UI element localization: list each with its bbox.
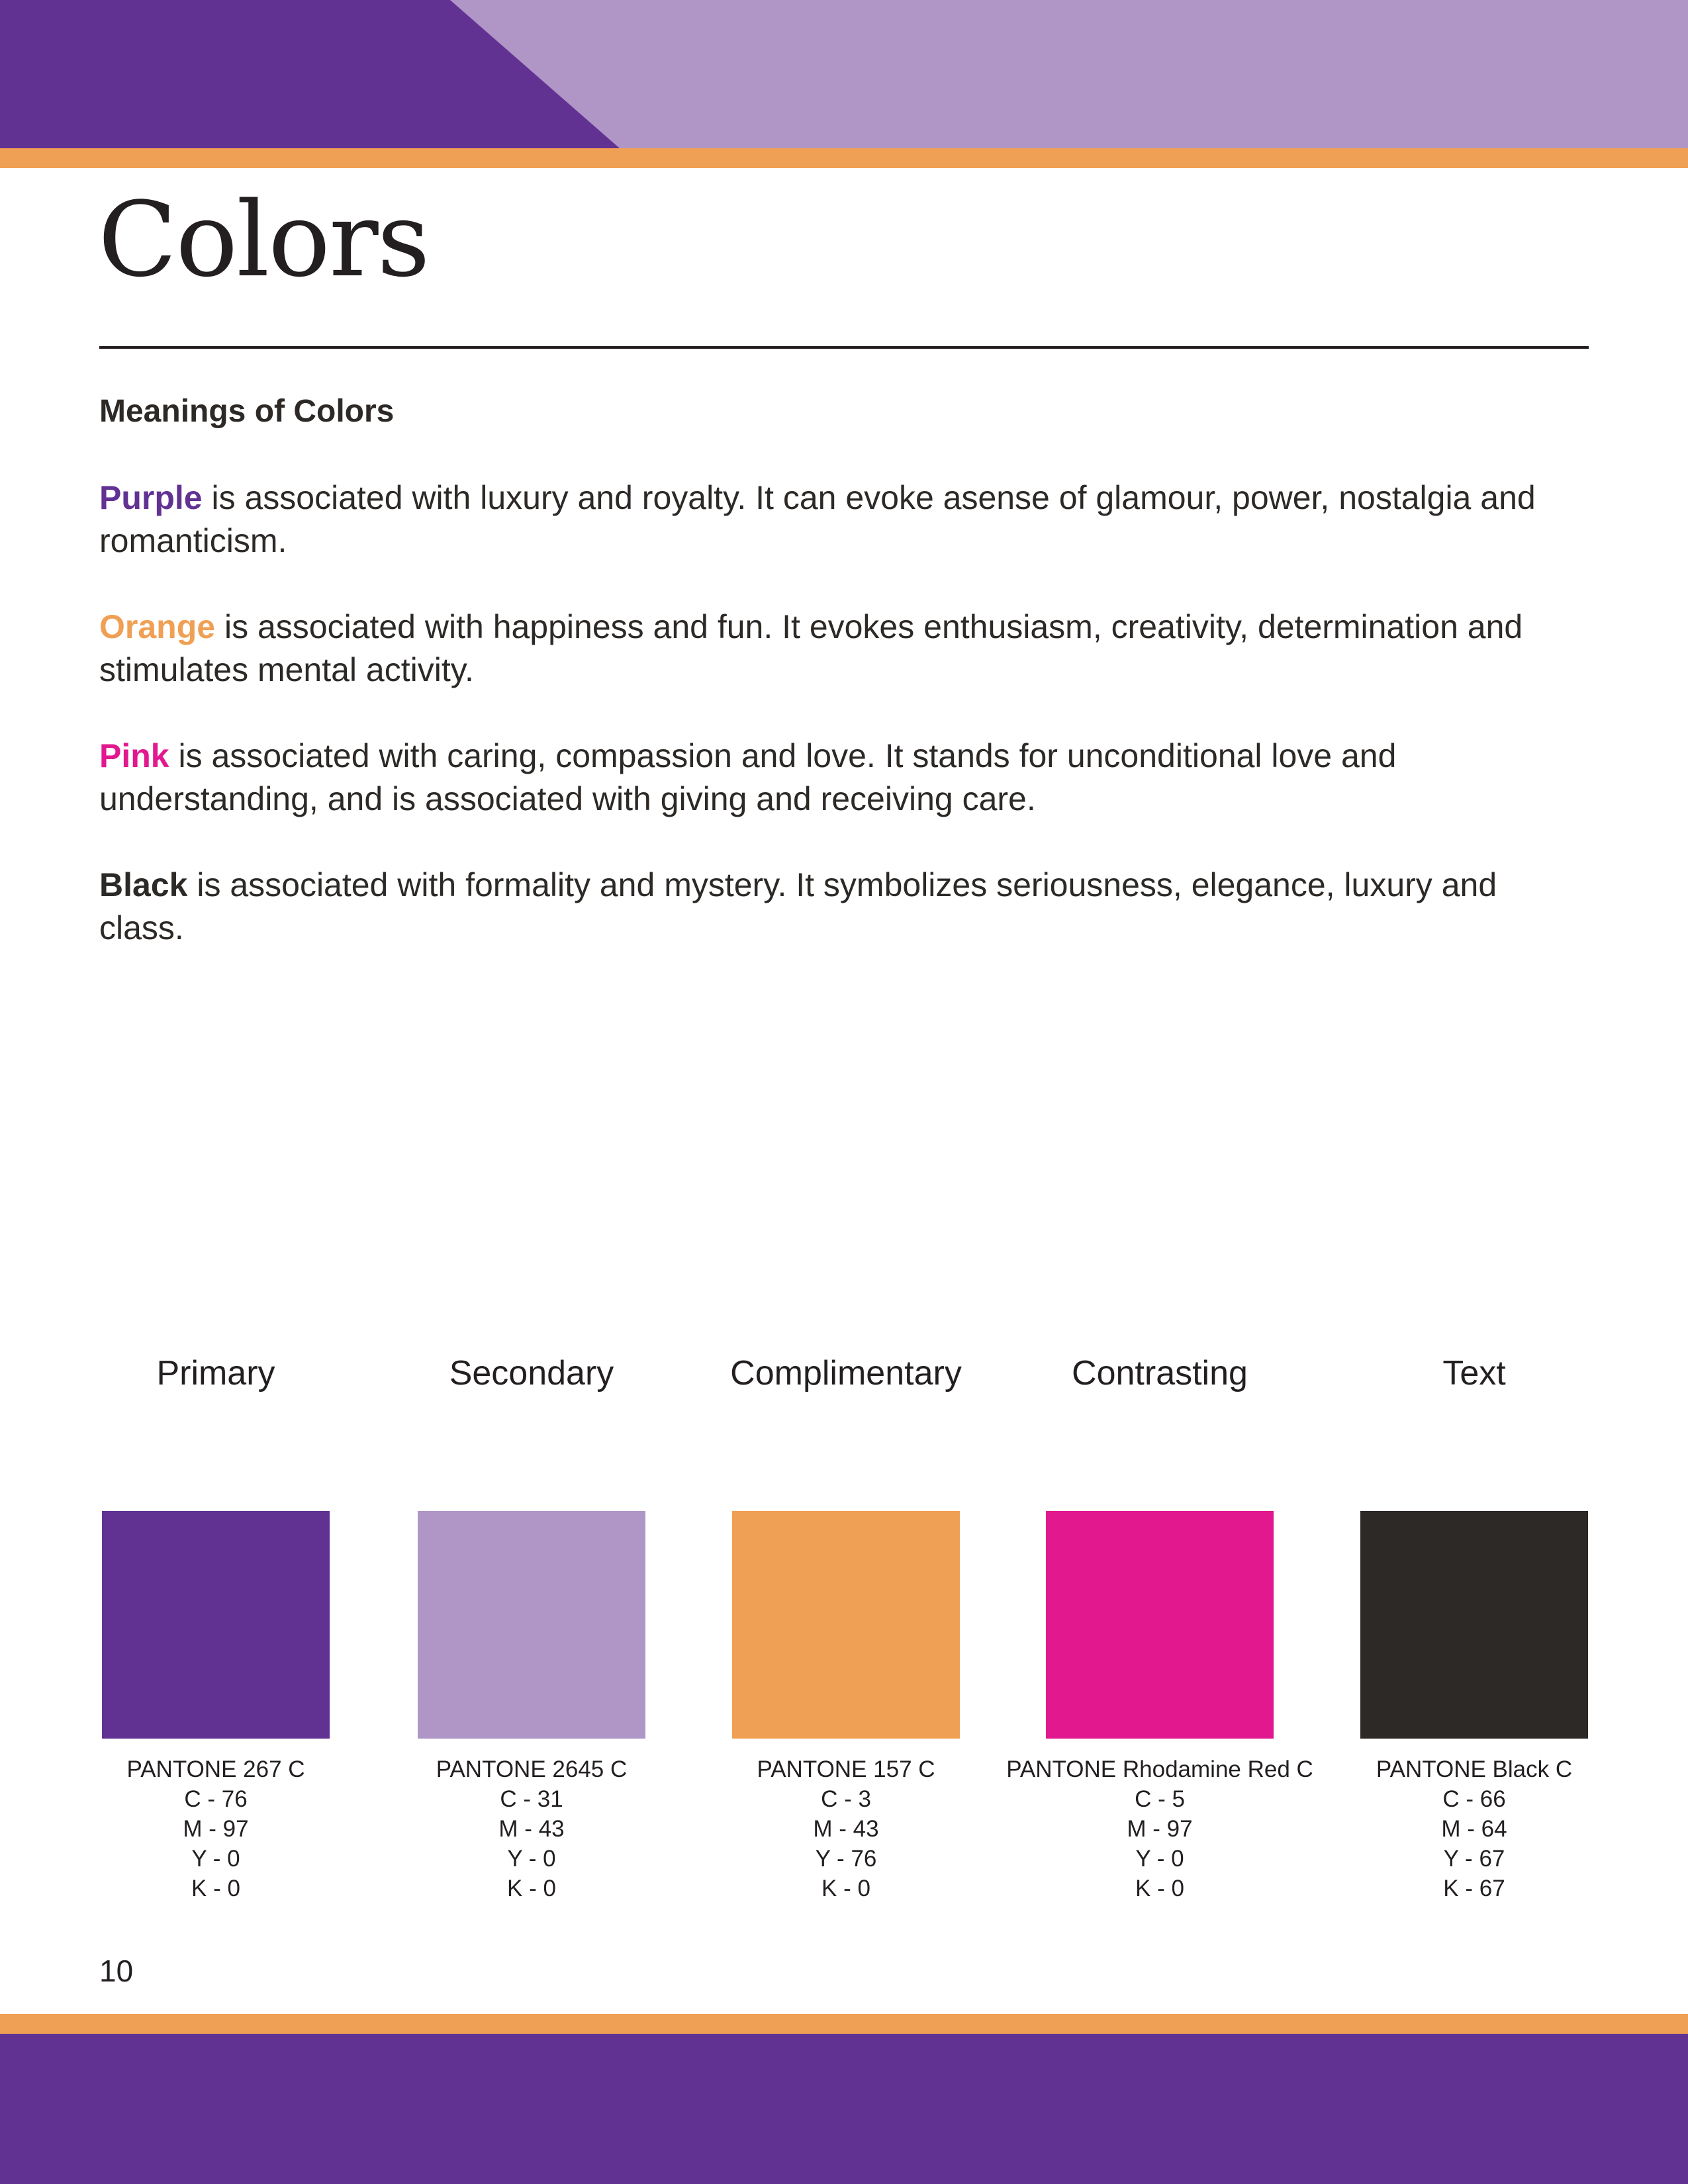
swatch-complimentary — [687, 1347, 1005, 1903]
swatch-cyan: C - 5 — [1135, 1786, 1185, 1812]
meaning-black — [99, 864, 1589, 950]
swatch-color-box — [1360, 1511, 1588, 1739]
swatch-color-box — [1046, 1511, 1274, 1739]
title-divider — [99, 346, 1589, 349]
footer-orange-stripe — [0, 2014, 1688, 2034]
meaning-text: is associated with happiness and fun. It evokes enthusiasm, creativity, determination and stimulates mental activity. — [99, 608, 1523, 688]
footer-band — [0, 2034, 1688, 2184]
swatch-primary — [57, 1347, 375, 1903]
header-purple-triangle — [0, 0, 1688, 148]
swatch-yellow: Y - 76 — [815, 1846, 877, 1872]
swatch-color-box — [732, 1511, 960, 1739]
meaning-orange — [99, 606, 1589, 692]
swatch-cyan: C - 3 — [821, 1786, 871, 1812]
swatch-cyan: C - 66 — [1442, 1786, 1506, 1812]
swatch-yellow: Y - 0 — [1135, 1846, 1184, 1872]
meaning-keyword: Pink — [99, 737, 169, 774]
swatch-color-box — [418, 1511, 645, 1739]
swatch-key: K - 0 — [821, 1876, 870, 1901]
swatch-specs — [1315, 1754, 1633, 1903]
swatch-pantone: PANTONE Black C — [1376, 1756, 1573, 1782]
swatch-cyan: C - 76 — [184, 1786, 248, 1812]
swatch-magenta: M - 43 — [498, 1816, 565, 1842]
meaning-text: is associated with formality and mystery. It symbolizes seriousness, elegance, luxury and class. — [99, 866, 1497, 946]
meaning-text: is associated with luxury and royalty. It can evoke asense of glamour, power, nostalgia and romanticism. — [99, 479, 1536, 559]
swatch-specs — [1001, 1754, 1319, 1903]
swatch-key: K - 0 — [507, 1876, 556, 1901]
page-number: 10 — [99, 1954, 134, 1988]
meaning-keyword: Black — [99, 866, 188, 903]
swatch-label: Primary — [156, 1354, 275, 1392]
meaning-keyword: Orange — [99, 608, 216, 645]
swatch-text — [1315, 1347, 1633, 1903]
swatch-pantone: PANTONE 157 C — [757, 1756, 935, 1782]
header-purple-polygon — [0, 0, 620, 148]
swatch-key: K - 0 — [191, 1876, 240, 1901]
swatch-yellow: Y - 67 — [1443, 1846, 1505, 1872]
swatch-secondary — [373, 1347, 690, 1903]
swatch-label: Text — [1442, 1354, 1506, 1392]
swatch-specs — [57, 1754, 375, 1903]
meaning-text: is associated with caring, compassion and love. It stands for unconditional love and understanding, and is associated with giving and receiving care. — [99, 737, 1397, 817]
swatch-label: Contrasting — [1072, 1354, 1248, 1392]
swatch-key: K - 67 — [1443, 1876, 1505, 1901]
header-orange-stripe — [0, 148, 1688, 168]
swatch-cyan: C - 31 — [500, 1786, 563, 1812]
meaning-pink — [99, 735, 1589, 821]
swatch-specs — [373, 1754, 690, 1903]
meaning-keyword: Purple — [99, 479, 203, 516]
swatch-key: K - 0 — [1135, 1876, 1184, 1901]
swatch-label: Complimentary — [730, 1354, 962, 1392]
page-title: Colors — [98, 179, 429, 300]
swatch-contrasting — [1001, 1347, 1319, 1903]
swatch-yellow: Y - 0 — [507, 1846, 556, 1872]
section-heading: Meanings of Colors — [99, 394, 395, 429]
swatch-magenta: M - 97 — [1127, 1816, 1193, 1842]
swatch-specs — [687, 1754, 1005, 1903]
swatch-yellow: Y - 0 — [191, 1846, 240, 1872]
swatch-magenta: M - 43 — [813, 1816, 879, 1842]
swatch-color-box — [102, 1511, 330, 1739]
swatch-label: Secondary — [449, 1354, 614, 1392]
meaning-purple — [99, 477, 1589, 563]
swatch-pantone: PANTONE Rhodamine Red C — [1006, 1756, 1313, 1782]
swatch-magenta: M - 64 — [1441, 1816, 1507, 1842]
swatch-pantone: PANTONE 2645 C — [436, 1756, 628, 1782]
swatch-pantone: PANTONE 267 C — [126, 1756, 305, 1782]
swatch-magenta: M - 97 — [183, 1816, 249, 1842]
